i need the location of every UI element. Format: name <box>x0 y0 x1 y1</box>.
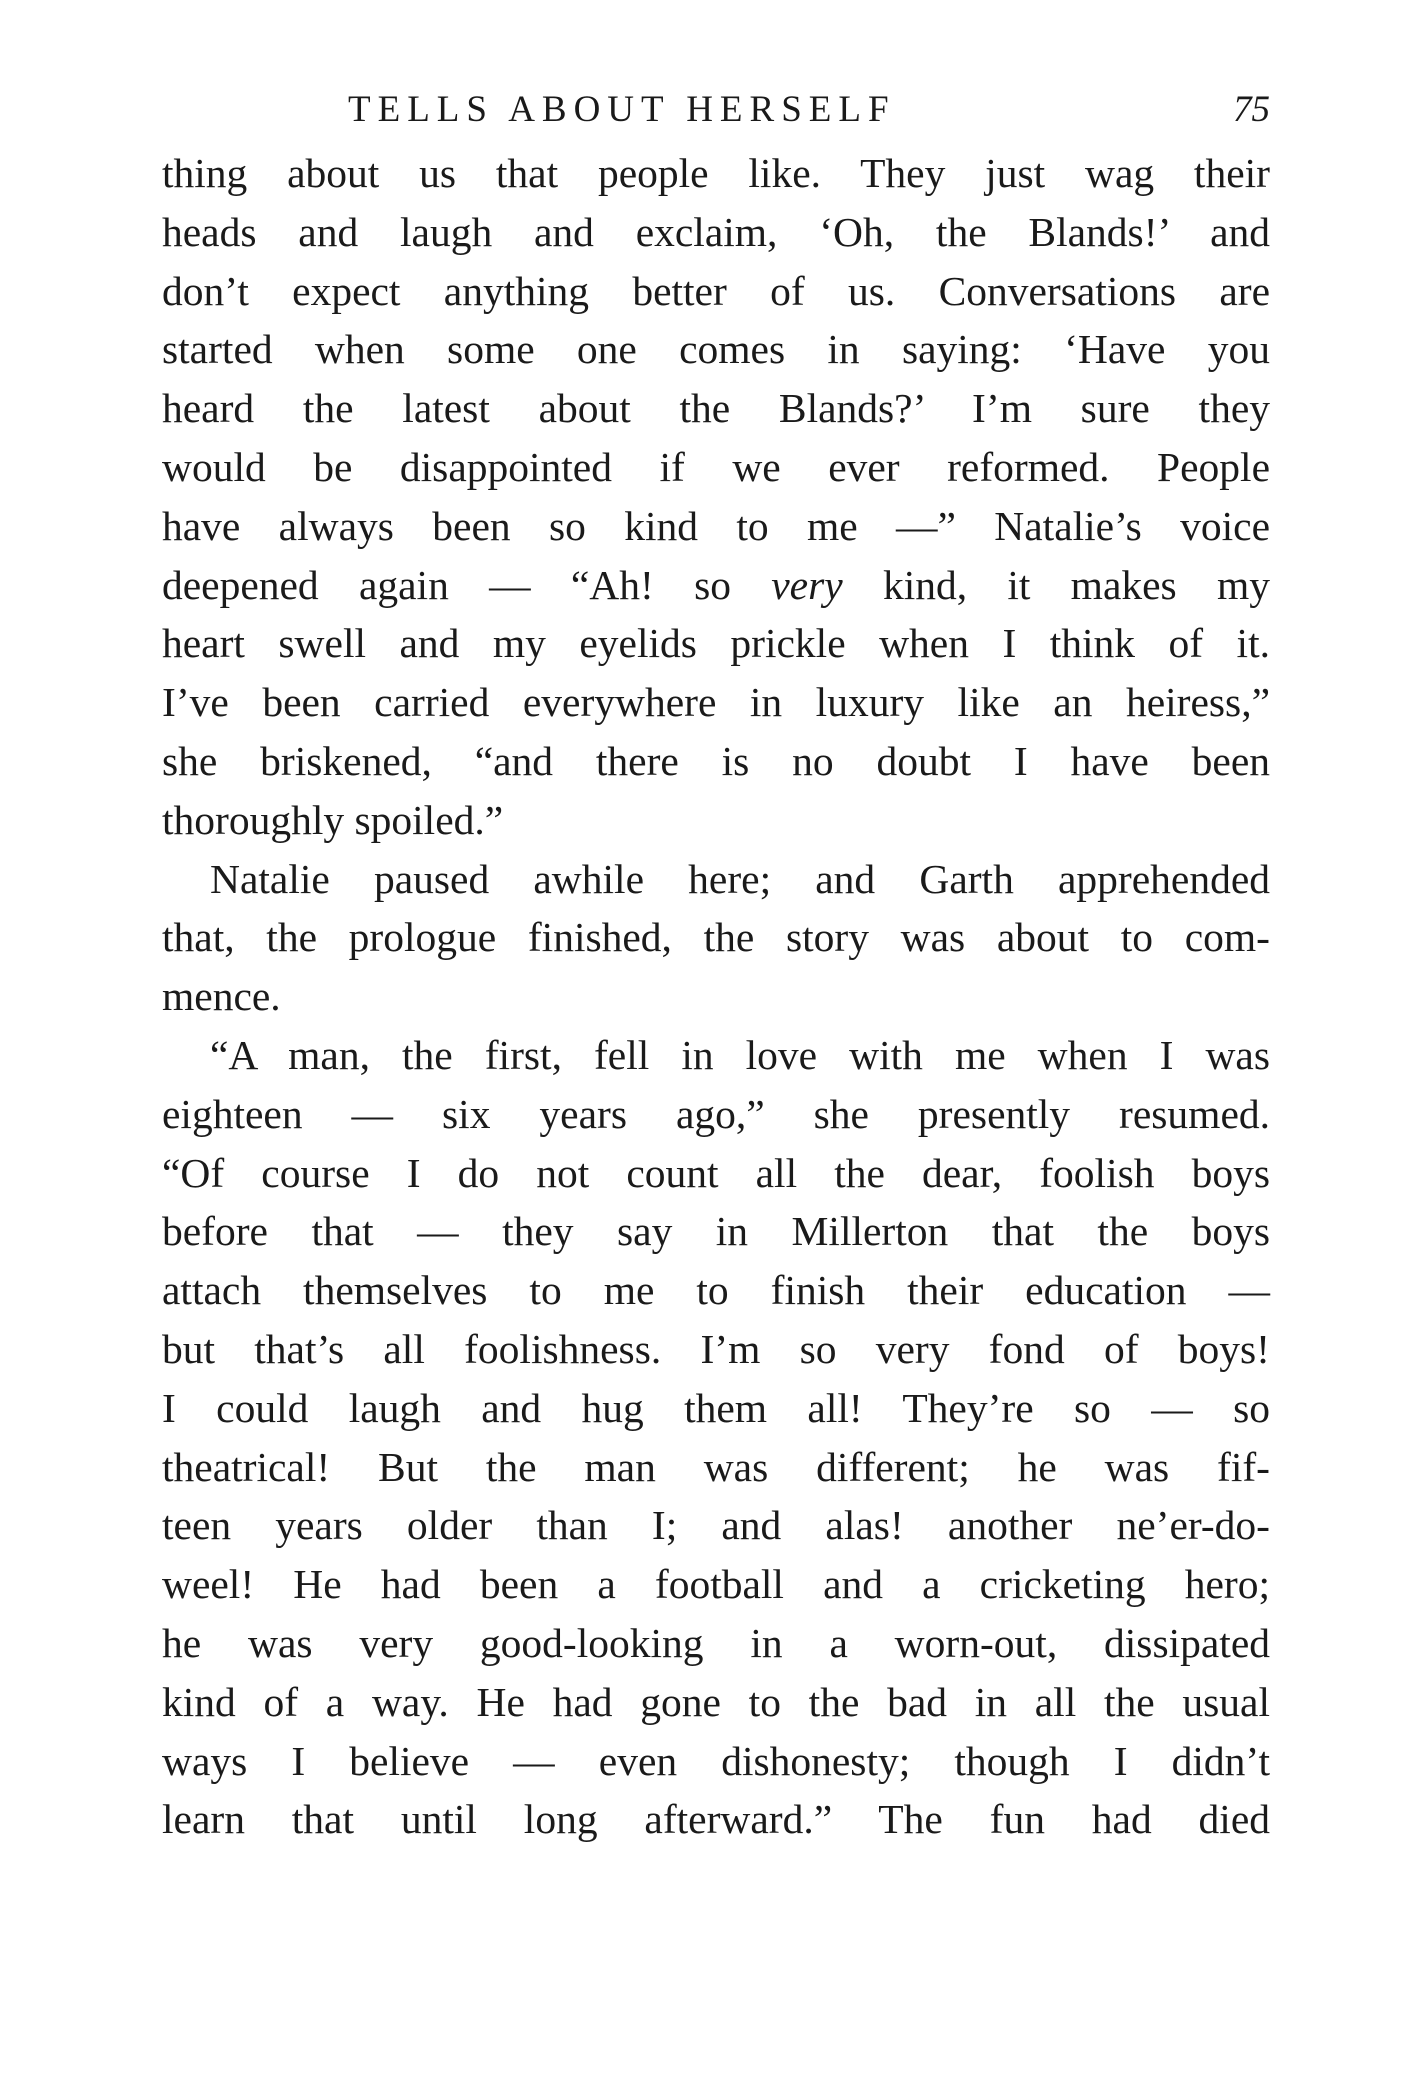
text-line: learn that until long afterward.” The fun had died <box>162 1796 1270 1843</box>
text-line: attach themselves to me to finish their education — <box>162 1267 1270 1314</box>
text-line: heads and laugh and exclaim, ‘Oh, the Blands!’ and <box>162 208 1270 255</box>
running-head <box>162 84 1270 136</box>
text-line: theatrical! But the man was different; he was fif- <box>162 1443 1270 1490</box>
emphasis: very <box>771 561 843 608</box>
book-page <box>162 84 1270 1849</box>
text-line: Natalie paused awhile here; and Garth apprehended <box>210 855 1270 902</box>
text-line: teen years older than I; and alas! another ne’er-do- <box>162 1502 1270 1549</box>
text-line: thing about us that people like. They just wag their <box>162 150 1270 196</box>
text-line: kind of a way. He had gone to the bad in all the usual <box>162 1678 1270 1725</box>
text-line: weel! He had been a football and a cricketing hero; <box>162 1561 1270 1608</box>
text-line: “A man, the first, fell in love with me when I was <box>210 1031 1270 1078</box>
text-line: that, the prologue finished, the story was about to com- <box>162 914 1270 961</box>
running-title: TELLS ABOUT HERSELF <box>348 89 896 130</box>
text-line: would be disappointed if we ever reformed. People <box>162 443 1270 490</box>
text-line: ways I believe — even dishonesty; though I didn’t <box>162 1737 1270 1784</box>
text-line: “Of course I do not count all the dear, foolish boys <box>162 1149 1270 1196</box>
body-text <box>162 144 1270 1849</box>
text-line: heart swell and my eyelids prickle when I think of it. <box>162 620 1270 667</box>
text-line: thoroughly spoiled.” <box>162 796 504 843</box>
text-line: heard the latest about the Blands?’ I’m sure they <box>162 385 1270 432</box>
text-line: mence. <box>162 973 281 1020</box>
text-line: started when some one comes in saying: ‘Have you <box>162 326 1270 373</box>
text-line: but that’s all foolishness. I’m so very fond of boys! <box>162 1325 1270 1372</box>
text-line: he was very good-looking in a worn-out, dissipated <box>162 1619 1270 1666</box>
page-number: 75 <box>1233 89 1270 130</box>
text-line: have always been so kind to me —” Natalie’s voice <box>162 502 1270 549</box>
text-line: she briskened, “and there is no doubt I have been <box>162 737 1270 784</box>
text-line: don’t expect anything better of us. Conversations are <box>162 267 1270 314</box>
text-line: before that — they say in Millerton that the boys <box>162 1208 1270 1255</box>
text-line: eighteen — six years ago,” she presently resumed. <box>162 1090 1270 1137</box>
text-line: I’ve been carried everywhere in luxury like an heiress,” <box>162 679 1270 726</box>
text-line: I could laugh and hug them all! They’re so — so <box>162 1384 1270 1431</box>
text-line: deepened again — “Ah! so very kind, it makes my <box>162 561 1270 608</box>
